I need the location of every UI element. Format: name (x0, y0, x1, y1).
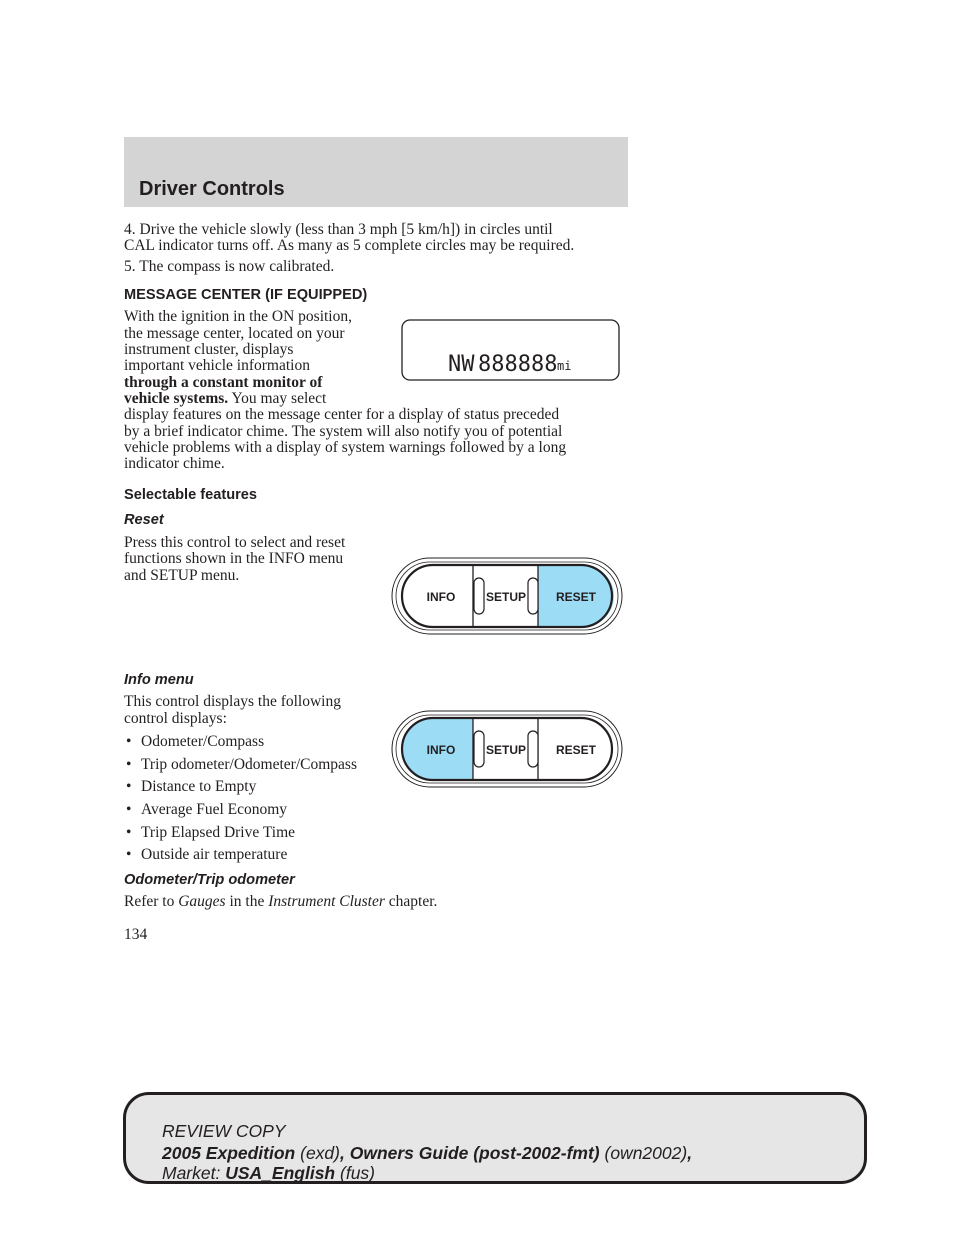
list-item: • Average Fuel Economy (126, 801, 288, 819)
bullet-text: Trip odometer/Odometer/Compass (141, 755, 357, 773)
display-direction: NW (448, 352, 475, 377)
mc-bold-line-1: through a constant monitor of (124, 374, 323, 391)
mc-para-line-4: important vehicle information (124, 357, 310, 374)
reset-heading: Reset (124, 512, 164, 528)
setup-button: SETUP (485, 743, 527, 757)
mc-para-line-3: instrument cluster, displays (124, 341, 294, 358)
mc-bold-line-2: vehicle systems. (124, 390, 229, 407)
mc-bold-line-2-row (124, 391, 326, 407)
footer-comma: , (687, 1143, 693, 1163)
footer-line-2 (162, 1143, 692, 1163)
info-line-1: This control displays the following (124, 693, 341, 710)
list-item: • Outside air temperature (126, 846, 288, 864)
info-menu-heading: Info menu (124, 672, 194, 688)
footer-line-3 (162, 1163, 375, 1183)
list-item: • Trip odometer/Odometer/Compass (126, 755, 357, 773)
step-4-line-1: 4. Drive the vehicle slowly (less than 3 mph [5 km/h]) in circles until (124, 221, 553, 238)
section-header-band (124, 137, 628, 207)
mc-wide-line-2: by a brief indicator chime. The system will also notify you of potential (124, 423, 563, 440)
footer-review: REVIEW COPY (162, 1121, 286, 1141)
reset-line-1: Press this control to select and reset (124, 534, 346, 551)
reset-line-2: functions shown in the INFO menu (124, 550, 344, 567)
bullet-text: Trip Elapsed Drive Time (141, 823, 296, 841)
section-title: Driver Controls (139, 178, 285, 200)
odometer-text-1: Refer to (124, 893, 179, 910)
odometer-heading: Odometer/Trip odometer (124, 872, 295, 888)
message-center-heading: MESSAGE CENTER (IF EQUIPPED) (124, 287, 368, 303)
reset-button: RESET (555, 590, 597, 604)
list-item: • Odometer/Compass (126, 733, 265, 750)
bullet-text: Odometer/Compass (141, 733, 265, 750)
footer-model: 2005 Expedition (162, 1143, 296, 1163)
step-4-line-2: CAL indicator turns off. As many as 5 complete circles may be required. (124, 237, 575, 254)
info-bullet-list (124, 733, 357, 869)
mc-after-bold: You may select (228, 390, 327, 407)
button-cluster-reset (390, 556, 626, 636)
reset-line-3: and SETUP menu. (124, 567, 240, 584)
mc-wide-line-1: display features on the message center for a display of status preceded (124, 406, 560, 423)
mc-wide-line-4: indicator chime. (124, 455, 225, 472)
display-unit: mi (557, 359, 572, 373)
odometer-text-3: chapter. (384, 893, 438, 910)
bullet-text: Distance to Empty (141, 778, 257, 796)
odometer-text (124, 894, 437, 910)
info-button: INFO (426, 590, 456, 604)
selectable-features-heading: Selectable features (124, 487, 258, 503)
odometer-text-2: in the (225, 893, 269, 910)
bullet-text: Average Fuel Economy (141, 801, 288, 819)
odometer-italic-1: Gauges (178, 893, 226, 910)
step-5: 5. The compass is now calibrated. (124, 258, 335, 275)
setup-button: SETUP (485, 590, 527, 604)
list-item: • Trip Elapsed Drive Time (126, 823, 296, 841)
reset-button: RESET (555, 743, 597, 757)
button-cluster-info (390, 709, 626, 789)
page-number: 134 (124, 926, 148, 943)
footer-guide: , Owners Guide (post-2002-fmt) (340, 1143, 600, 1163)
footer-market-code: (fus) (340, 1163, 375, 1183)
mc-wide-line-3: vehicle problems with a display of system warnings followed by a long (124, 439, 567, 456)
review-copy-footer (123, 1092, 867, 1184)
mc-para-line-1: With the ignition in the ON position, (124, 308, 352, 325)
info-line-2: control displays: (124, 710, 227, 727)
info-button: INFO (426, 743, 456, 757)
odometer-italic-2: Instrument Cluster (268, 893, 385, 910)
footer-model-code: (exd) (300, 1143, 340, 1163)
bullet-text: Outside air temperature (141, 846, 288, 864)
mc-para-line-2: the message center, located on your (124, 325, 345, 342)
footer-market-label: Market: (162, 1163, 221, 1183)
footer-guide-code: (own2002) (604, 1143, 688, 1163)
footer-market: USA_English (225, 1163, 336, 1183)
message-center-display (400, 318, 622, 384)
list-item: • Distance to Empty (126, 778, 257, 796)
display-digits: 888888 (478, 352, 558, 377)
